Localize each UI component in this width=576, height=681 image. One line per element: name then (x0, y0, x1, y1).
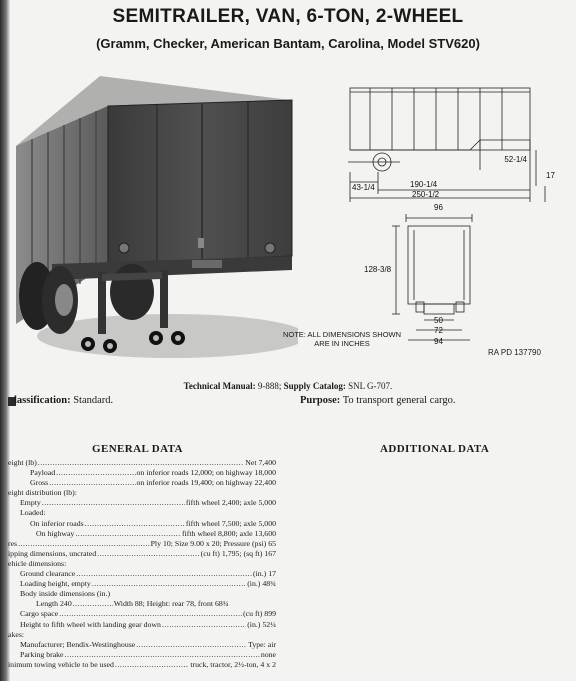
dim-side-clearance: 17 (546, 171, 555, 180)
data-row-empty: Empty ..... fifth wheel 2,400; axle 5,000 (8, 498, 276, 508)
dim-rear-height: 128-3/8 (364, 265, 392, 274)
data-row-gross: Gross ..... on inferior roads 19,400; on highway 22,400 (8, 478, 276, 488)
general-data-heading: GENERAL DATA (92, 443, 183, 455)
dim-rear-width-top: 96 (434, 203, 443, 212)
data-row-ground-clearance: Ground clearance ..... (in.) 17 (8, 569, 276, 579)
technical-manual-value: 9-888; (257, 381, 282, 391)
purpose-value: To transport general cargo. (342, 395, 456, 406)
data-row-brakes: akes: (8, 629, 25, 639)
data-row-cargo-space: Cargo space ..... (cu ft) 899 (8, 609, 276, 619)
data-row-length-width-height: Length 240 ..... Width 88; Height: rear 78, front 68¾ (8, 599, 276, 609)
dimensions-note (272, 330, 412, 348)
data-row-weight: eight (lb) ..... Net 7,400 (8, 458, 276, 468)
dimension-drawings (330, 78, 560, 348)
semitrailer-photo (12, 74, 298, 364)
supply-catalog-value: SNL G-707. (348, 381, 393, 391)
dim-side-front: 43-1/4 (352, 183, 375, 192)
data-row-body-inside-dimensions: Body inside dimensions (in.) (20, 589, 111, 599)
data-row-tires: res ..... Ply 10; Size 9.00 x 20; Pressure (psi) 65 (8, 539, 276, 549)
page-title: SEMITRAILER, VAN, 6-TON, 2-WHEEL (112, 6, 464, 27)
supply-catalog-label: Supply Catalog: (283, 381, 346, 391)
side-view-drawing (348, 88, 545, 202)
data-row-weight-distribution: eight distribution (lb): (8, 488, 77, 498)
classification-value: Standard. (73, 395, 114, 406)
data-row-brake-manufacturer: Manufacturer; Bendix-Westinghouse ..... Type: air (8, 640, 276, 650)
data-row-vehicle-dimensions: ehicle dimensions: (8, 558, 67, 568)
page-subtitle: (Gramm, Checker, American Bantam, Carolina, Model STV620) (96, 36, 480, 51)
rear-view-drawing (392, 214, 472, 340)
purpose-label: Purpose: (300, 395, 341, 406)
dim-rear-width-bottom: 94 (434, 337, 443, 346)
data-row-highway: On highway ..... fifth wheel 8,800; axle 13,600 (8, 529, 276, 539)
ra-pd-number: RA PD 137790 (488, 348, 541, 357)
classification-row (14, 395, 113, 406)
dim-side-length-inner: 190-1/4 (410, 180, 438, 189)
data-row-parking-brake: Parking brake ..... none (8, 650, 276, 660)
dim-rear-width-b: 72 (434, 326, 443, 335)
note-line-1: NOTE: ALL DIMENSIONS SHOWN (282, 330, 402, 339)
dim-side-height: 52-1/4 (504, 155, 527, 164)
classification-label: lassification: (14, 395, 71, 406)
additional-data-heading: ADDITIONAL DATA (380, 443, 490, 455)
dim-side-length-overall: 250-1/2 (412, 190, 440, 199)
data-row-loaded: Loaded: (20, 508, 46, 518)
purpose-row (300, 395, 455, 406)
technical-manual-label: Technical Manual: (183, 381, 256, 391)
dim-rear-width-a: 50 (434, 316, 443, 325)
data-row-payload: Payload ..... on inferior roads 12,000; on highway 18,000 (8, 468, 276, 478)
general-data-table (8, 458, 276, 670)
data-row-fifth-wheel-height: Height to fifth wheel with landing gear down ..... (in.) 52¼ (8, 620, 276, 630)
technical-references (0, 381, 576, 391)
note-line-2: ARE IN INCHES (314, 339, 370, 348)
data-row-shipping-dimensions: ipping dimensions, uncrated ..... (cu ft) 1,795; (sq ft) 167 (8, 549, 276, 559)
data-row-inferior-roads: On inferior roads ..... fifth wheel 7,500; axle 5,000 (8, 519, 276, 529)
data-row-minimum-towing-vehicle: inimum towing vehicle to be used ..... truck, tractor, 2½-ton, 4 x 2 (8, 660, 276, 670)
data-row-loading-height: Loading height, empty ..... (in.) 48¾ (8, 579, 276, 589)
